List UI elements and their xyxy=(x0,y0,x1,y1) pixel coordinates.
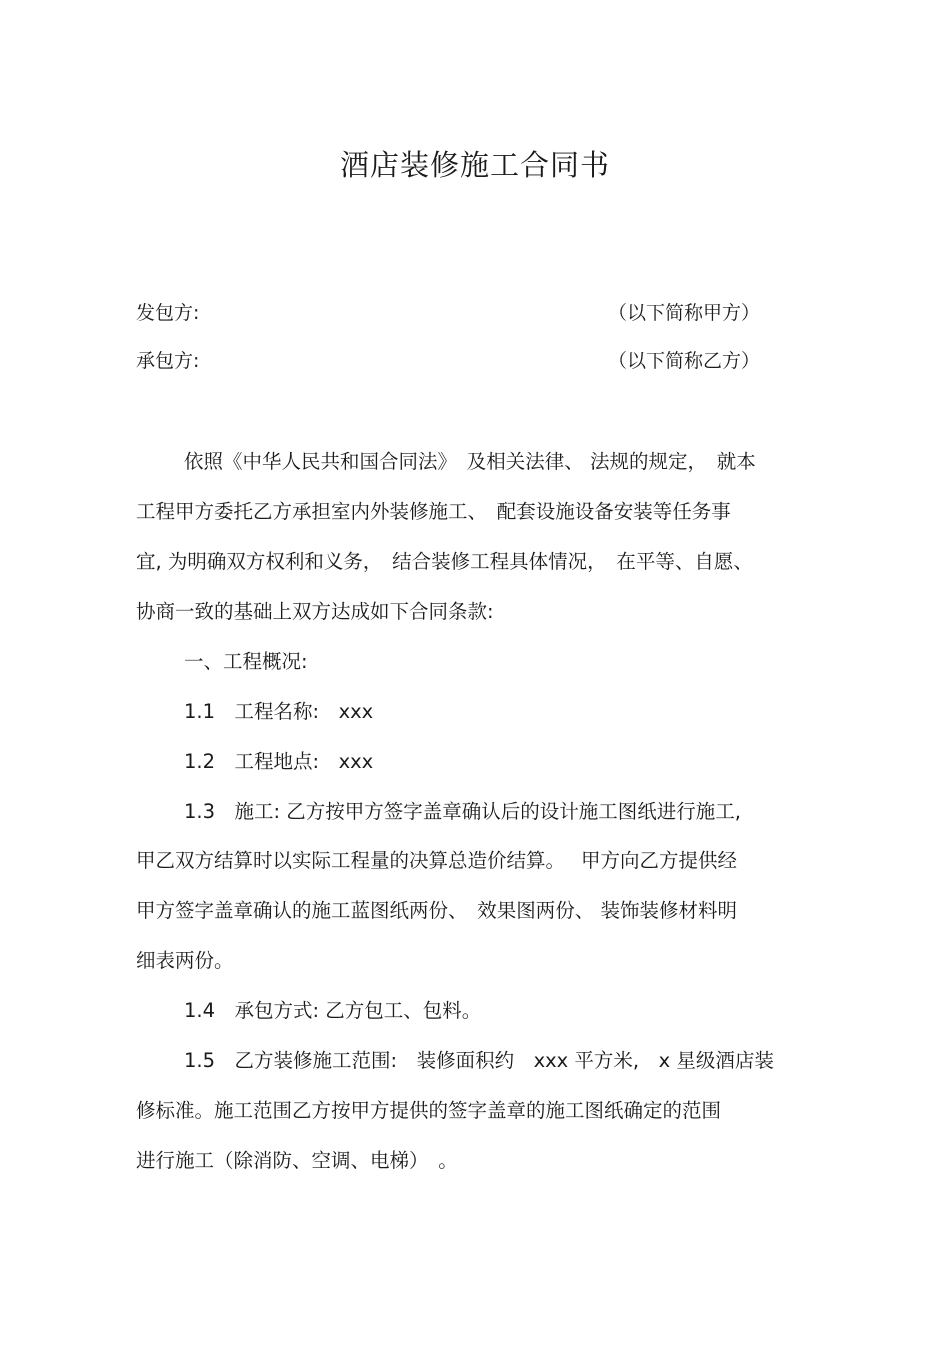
clause-line: 1.4 承包方式: 乙方包工、包料。 xyxy=(184,999,482,1022)
paragraph-line: 工程甲方委托乙方承担室内外装修施工、 配套设施设备安装等任务事 xyxy=(136,500,731,523)
clause-line: 甲方签字盖章确认的施工蓝图纸两份、 效果图两份、 装饰装修材料明 xyxy=(136,899,737,922)
document-title: 酒店装修施工合同书 xyxy=(339,148,610,182)
clause-line: 1.3 施工: 乙方按甲方签字盖章确认后的设计施工图纸进行施工, xyxy=(184,800,741,823)
clause-line: 1.2 工程地点: xxx xyxy=(184,750,374,773)
clause-line: 1.1 工程名称: xxx xyxy=(184,700,374,723)
clause-line: 甲乙双方结算时以实际工程量的决算总造价结算。 甲方向乙方提供经 xyxy=(136,849,737,872)
paragraph-line: 协商一致的基础上双方达成如下合同条款: xyxy=(136,600,494,623)
clause-line: 进行施工（除消防、空调、电梯） 。 xyxy=(136,1149,458,1172)
clause-line: 1.5 乙方装修施工范围: 装修面积约 xxx 平方米, x 星级酒店装 xyxy=(184,1049,774,1072)
clause-line: 修标准。施工范围乙方按甲方提供的签字盖章的施工图纸确定的范围 xyxy=(136,1099,722,1122)
clause-line: 细表两份。 xyxy=(136,949,234,972)
party-b-label: 承包方: xyxy=(136,350,200,372)
party-a-note: （以下简称甲方） xyxy=(608,302,761,324)
party-a-row xyxy=(136,298,776,328)
paragraph-line: 宜, 为明确双方权利和义务， 结合装修工程具体情况， 在平等、自愿、 xyxy=(136,550,753,573)
party-a-label: 发包方: xyxy=(136,302,200,324)
party-b-row xyxy=(136,346,776,376)
party-b-note: （以下简称乙方） xyxy=(608,350,761,372)
section-heading: 一、工程概况: xyxy=(184,650,308,673)
paragraph-line: 依照《中华人民共和国合同法》 及相关法律、 法规的规定， 就本 xyxy=(184,450,756,473)
